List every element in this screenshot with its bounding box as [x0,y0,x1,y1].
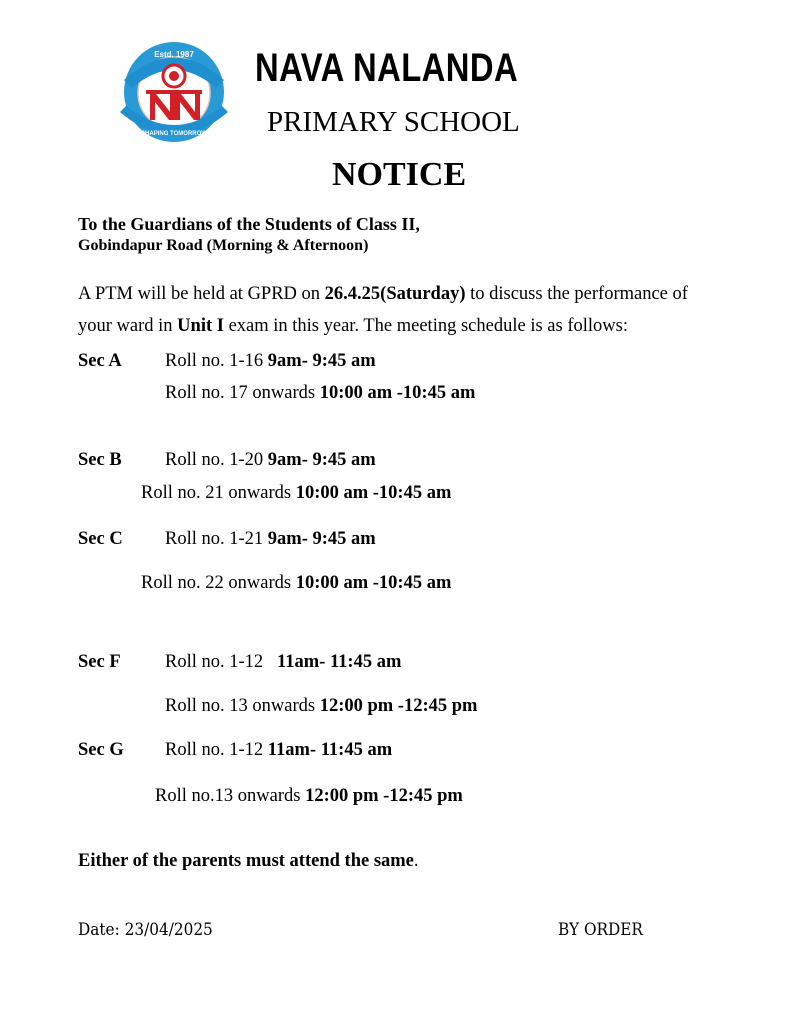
schedule-row: Roll no. 1-20 9am- 9:45 am [165,450,376,470]
addressee-line2: Gobindapur Road (Morning & Afternoon) [78,237,369,254]
addressee-line1: To the Guardians of the Students of Class II, [78,214,420,234]
closing-note: Either of the parents must attend the same. [78,851,419,871]
section-label: Sec C [78,529,123,549]
signoff: BY ORDER [558,920,643,940]
schedule-row: Roll no. 17 onwards 10:00 am -10:45 am [165,383,476,403]
school-name: NAVA NALANDA [255,46,519,90]
notice-title: NOTICE [332,156,467,193]
notice-date: Date: 23/04/2025 [78,920,213,940]
schedule-row: Roll no. 13 onwards 12:00 pm -12:45 pm [165,696,478,716]
school-logo [118,40,230,144]
section-label: Sec G [78,740,124,760]
section-label: Sec F [78,652,121,672]
section-label: Sec A [78,351,122,371]
body-line1: A PTM will be held at GPRD on 26.4.25(Saturday) to discuss the performance of [78,284,688,304]
schedule-row: Roll no. 1-16 9am- 9:45 am [165,351,376,371]
schedule-row: Roll no. 22 onwards 10:00 am -10:45 am [141,573,452,593]
svg-text:SHAPING TOMORROW: SHAPING TOMORROW [141,131,207,137]
schedule-row: Roll no. 1-12 11am- 11:45 am [165,740,393,760]
schedule-row: Roll no. 21 onwards 10:00 am -10:45 am [141,483,452,503]
schedule-row: Roll no. 1-21 9am- 9:45 am [165,529,376,549]
schedule-row: Roll no. 1-12 11am- 11:45 am [165,652,402,672]
body-line2: your ward in Unit I exam in this year. The meeting schedule is as follows: [78,316,628,336]
schedule-row: Roll no.13 onwards 12:00 pm -12:45 pm [155,786,463,806]
section-label: Sec B [78,450,122,470]
school-type: PRIMARY SCHOOL [267,106,520,138]
svg-text:Estd. 1987: Estd. 1987 [154,50,194,59]
